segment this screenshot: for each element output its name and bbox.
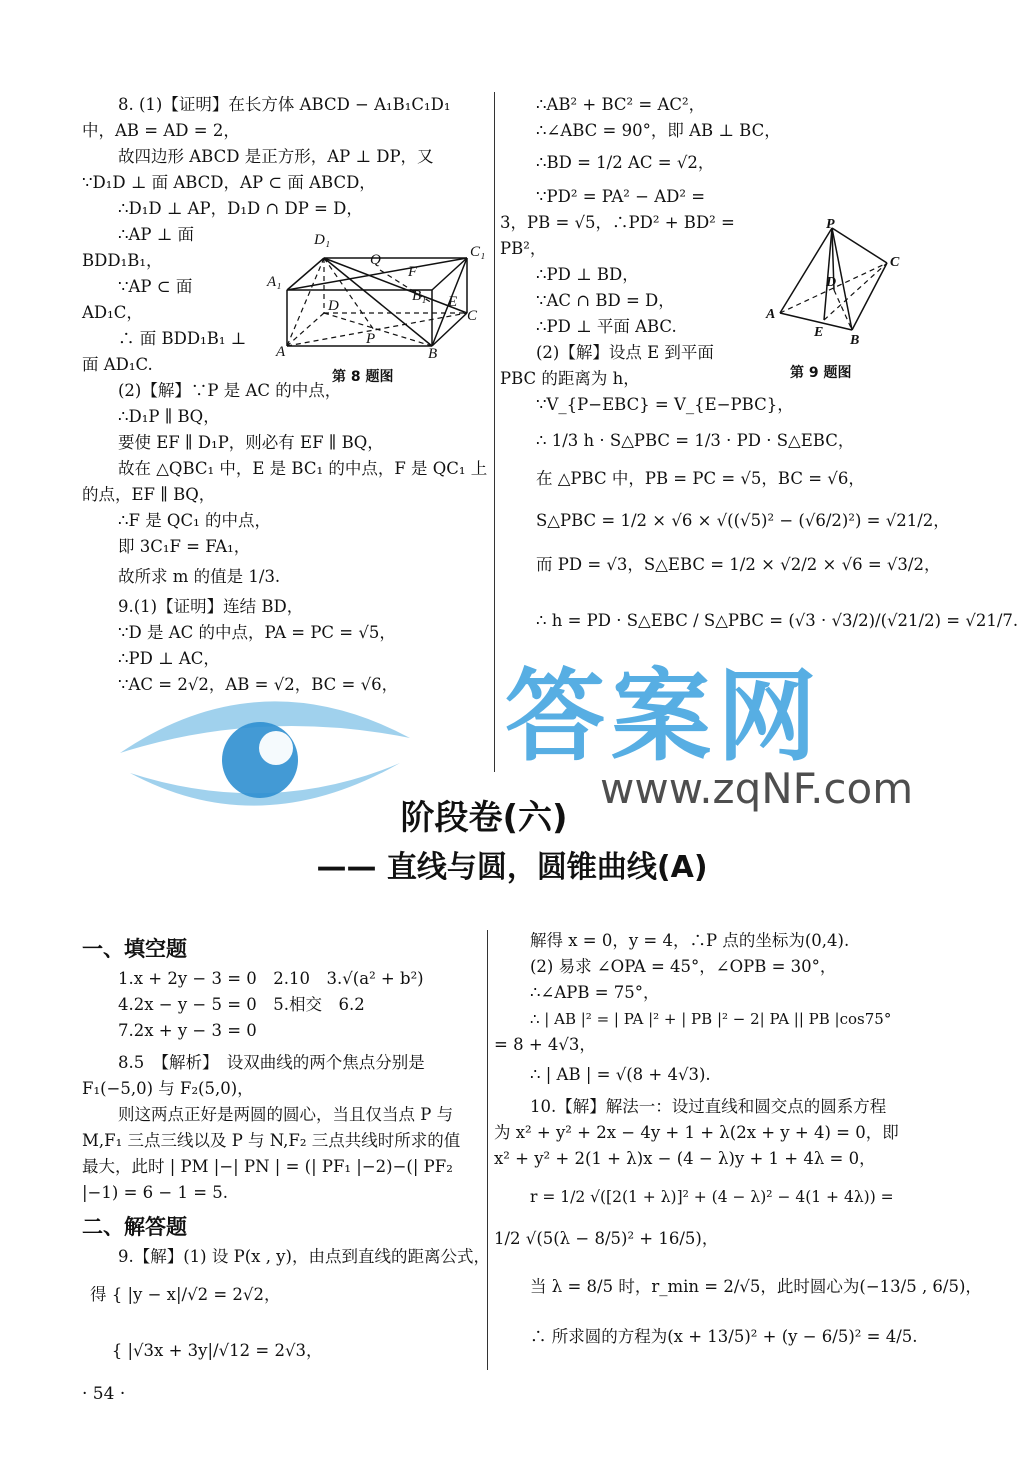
text-line: 故所求 m 的值是 1/3. xyxy=(118,567,281,586)
text-line: ∵D 是 AC 的中点，PA = PC = √5， xyxy=(118,623,396,642)
vertex-label: D₁ xyxy=(314,232,331,248)
text-line: ∴D₁D ⊥ AP，D₁D ∩ DP = D， xyxy=(118,199,363,218)
figure-8-caption: 第 8 题图 xyxy=(332,369,394,385)
text-line: ∴ | AB |² = | PA |² + | PB |² − 2| PA || PB |cos75° xyxy=(530,1010,892,1028)
hidden-edge xyxy=(287,258,324,346)
vertex-label: B xyxy=(428,346,438,358)
vertex-label: P xyxy=(826,218,835,232)
text-line: ∴AP ⊥ 面 xyxy=(118,225,195,244)
text-line: ∵AC = 2√2，AB = √2，BC = √6， xyxy=(118,675,399,694)
text-line: 即 3C₁F = FA₁， xyxy=(118,537,251,556)
text-line: 1.x + 2y − 3 = 0 2.10 3.√(a² + b²) xyxy=(118,969,424,988)
text-line: ∴D₁P ∥ BQ， xyxy=(118,407,220,426)
vertex-label: D xyxy=(826,275,837,290)
text-line: PB²， xyxy=(500,239,547,258)
text-line: ∵AP ⊂ 面 xyxy=(118,277,193,296)
text-line: AD₁C， xyxy=(82,303,143,322)
text-line: 解得 x = 0，y = 4，∴P 点的坐标为(0,4). xyxy=(530,931,850,950)
vertex-label: E xyxy=(448,294,458,310)
text-line: (2) 易求 ∠OPA = 45°，∠OPB = 30°， xyxy=(530,957,837,976)
text-line: 8. (1)【证明】在长方体 ABCD − A₁B₁C₁D₁ xyxy=(118,95,451,114)
hidden-edge xyxy=(287,313,324,346)
text-line: 1/2 √(5(λ − 8/5)² + 16/5)， xyxy=(494,1229,719,1248)
text-line: BDD₁B₁， xyxy=(82,251,163,270)
text-line: 10.【解】解法一：设过直线和圆交点的圆系方程 xyxy=(530,1097,887,1116)
column-divider xyxy=(487,930,488,1370)
text-line: = 8 + 4√3， xyxy=(494,1035,596,1054)
text-line: 7.2x + y − 3 = 0 xyxy=(118,1021,257,1040)
hidden-edge xyxy=(834,290,852,330)
page-subtitle: —— 直线与圆，圆锥曲线(A) xyxy=(316,850,708,885)
text-line: (2)【解】设点 E 到平面 xyxy=(536,343,714,362)
vertex-label: A xyxy=(276,344,286,358)
vertex-label: C₁ xyxy=(470,244,486,260)
vertex-label: C xyxy=(890,255,900,270)
text-line: ∴∠ABC = 90°，即 AB ⊥ BC， xyxy=(536,121,781,140)
vertex-label: Q xyxy=(370,252,381,268)
text-line: 而 PD = √3，S△EBC = 1/2 × √2/2 × √6 = √3/2， xyxy=(536,555,941,574)
text-line: ∵D₁D ⊥ 面 ABCD，AP ⊂ 面 ABCD， xyxy=(82,173,376,192)
text-line: ∴∠APB = 75°， xyxy=(530,983,660,1002)
section-heading: 一、填空题 xyxy=(82,937,187,961)
text-line: 为 x² + y² + 2x − 4y + 1 + λ(2x + y + 4) = 0，即 xyxy=(494,1123,899,1142)
vertex-label: F xyxy=(408,264,418,280)
section-heading: 二、解答题 xyxy=(82,1215,187,1239)
text-line: (2)【解】∵P 是 AC 的中点， xyxy=(118,381,342,400)
watermark-title: 答案网 xyxy=(505,658,823,775)
figure-9-pyramid xyxy=(762,218,912,348)
text-line: 得 { |y − x|/√2 = 2√2， xyxy=(90,1285,281,1304)
text-line: ∵PD² = PA² − AD² = xyxy=(536,187,706,206)
hidden-edge xyxy=(324,313,432,346)
text-line: 则这两点正好是两圆的圆心，当且仅当点 P 与 xyxy=(118,1105,454,1124)
text-line: ∴ 面 BDD₁B₁ ⊥ xyxy=(118,329,247,348)
text-line: 3，PB = √5，∴PD² + BD² = xyxy=(500,213,735,232)
text-line: 8.5 【解析】 设双曲线的两个焦点分别是 xyxy=(118,1053,425,1072)
column-divider xyxy=(494,92,495,772)
figure-9-caption: 第 9 题图 xyxy=(790,365,852,381)
text-line: 9.(1)【证明】连结 BD， xyxy=(118,597,304,616)
right-bottom-column xyxy=(494,928,982,1350)
text-line: 9.【解】(1) 设 P(x , y)，由点到直线的距离公式， xyxy=(118,1247,490,1266)
text-line: 中，AB = AD = 2， xyxy=(82,121,240,140)
edge xyxy=(852,263,887,330)
text-line: 面 AD₁C. xyxy=(82,355,153,374)
hidden-edge xyxy=(324,258,374,330)
vertex-label: E xyxy=(814,325,824,340)
text-line: x² + y² + 2(1 + λ)x − (4 − λ)y + 1 + 4λ = 0， xyxy=(494,1149,876,1168)
text-line: ∴PD ⊥ BD， xyxy=(536,265,639,284)
text-line: ∴ h = PD · S△EBC / S△PBC = (√3 · √3/2)/(√21/2) = √21/7. xyxy=(536,611,1019,630)
text-line: ∴ 所求圆的方程为(x + 13/5)² + (y − 6/5)² = 4/5. xyxy=(530,1327,918,1346)
left-bottom-column xyxy=(82,928,490,1364)
text-line: ∵AC ∩ BD = D， xyxy=(536,291,675,310)
text-line: 故在 △QBC₁ 中，E 是 BC₁ 的中点，F 是 QC₁ 上 xyxy=(118,459,488,478)
text-line: 4.2x − y − 5 = 0 5.相交 6.2 xyxy=(118,995,365,1014)
vertex-label: D xyxy=(328,298,339,314)
text-line: ∴ 1/3 h · S△PBC = 1/3 · PD · S△EBC， xyxy=(536,431,855,450)
text-line: S△PBC = 1/2 × √6 × √((√5)² − (√6/2)²) = √21/2， xyxy=(536,511,950,530)
text-line: PBC 的距离为 h， xyxy=(500,369,640,388)
watermark-url: www.zqNF.com xyxy=(600,764,914,813)
text-line: 故四边形 ABCD 是正方形，AP ⊥ DP，又 xyxy=(118,147,434,166)
diagonal xyxy=(324,258,467,313)
text-line: 的点，EF ∥ BQ， xyxy=(82,485,216,504)
vertex-label: A₁ xyxy=(267,274,282,290)
text-line: 当 λ = 8/5 时，r_min = 2/√5，此时圆心为(−13/5 , 6/5)， xyxy=(530,1277,982,1296)
left-top-column xyxy=(82,92,488,698)
text-line: 在 △PBC 中，PB = PC = √5，BC = √6， xyxy=(536,469,865,488)
vertex-label: P xyxy=(366,331,376,347)
page-number: · 54 · xyxy=(82,1384,126,1404)
edge xyxy=(432,313,467,346)
eye-highlight xyxy=(259,731,293,765)
text-line: ∴F 是 QC₁ 的中点， xyxy=(118,511,271,530)
text-line: 最大，此时 | PM |−| PN | = (| PF₁ |−2)−(| PF₂ xyxy=(82,1157,453,1176)
edge xyxy=(287,258,324,290)
text-line: |−1) = 6 − 1 = 5. xyxy=(82,1183,229,1202)
page-title: 阶段卷(六) xyxy=(400,798,568,838)
text-line: ∴PD ⊥ 平面 ABC. xyxy=(536,317,677,336)
vertex-label: A xyxy=(766,307,776,322)
text-line: ∵V_{P−EBC} = V_{E−PBC}， xyxy=(536,395,794,414)
vertex-label: B₁ xyxy=(412,288,427,304)
text-line: 要使 EF ∥ D₁P，则必有 EF ∥ BQ， xyxy=(118,433,384,452)
text-line: M,F₁ 三点三线以及 P 与 N,F₂ 三点共线时所求的值 xyxy=(82,1131,461,1150)
text-line: ∴ | AB | = √(8 + 4√3). xyxy=(530,1065,711,1084)
text-line: ∴BD = 1/2 AC = √2， xyxy=(536,153,715,172)
figure-8-cuboid xyxy=(262,228,492,358)
text-line: F₁(−5,0) 与 F₂(5,0)， xyxy=(82,1079,254,1098)
text-line: r = 1/2 √([2(1 + λ)]² + (4 − λ)² − 4(1 + 4λ)) = xyxy=(530,1188,894,1206)
edge xyxy=(832,228,887,263)
text-line: ∴AB² + BC² = AC²， xyxy=(536,95,706,114)
vertex-label: C xyxy=(467,308,478,324)
text-line: ∴PD ⊥ AC， xyxy=(118,649,220,668)
text-line: { |√3x + 3y|/√12 = 2√3， xyxy=(90,1341,323,1360)
edge xyxy=(824,228,832,320)
vertex-label: B xyxy=(850,333,860,348)
